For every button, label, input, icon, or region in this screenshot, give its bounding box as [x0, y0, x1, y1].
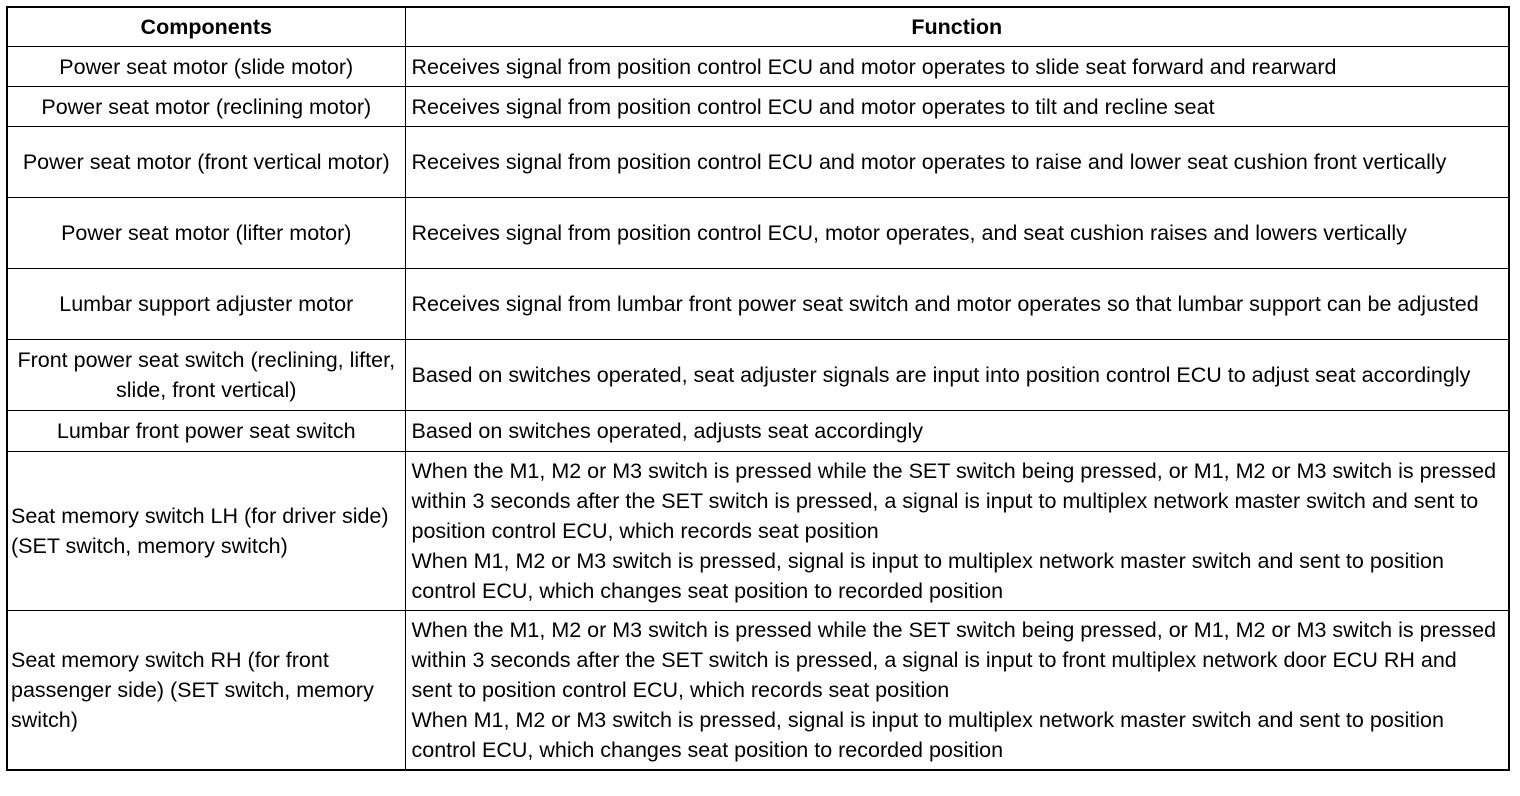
function-cell — [405, 198, 1509, 269]
component-cell: Power seat motor (lifter motor) — [7, 198, 405, 269]
component-cell: Seat memory switch RH (for front passenger side) (SET switch, memory switch) — [7, 611, 405, 771]
function-text: When M1, M2 or M3 switch is pressed, signal is input to multiplex network master switch and sent to position control ECU, which changes seat position to recorded position — [411, 549, 1444, 603]
function-text: Based on switches operated, seat adjuster signals are input into position control ECU to adjust seat accordingly — [411, 363, 1471, 387]
component-cell: Seat memory switch LH (for driver side) (SET switch, memory switch) — [7, 452, 405, 611]
components-function-table — [6, 6, 1510, 771]
table-row — [7, 452, 1509, 611]
function-text: Receives signal from position control ECU and motor operates to slide seat forward and rearward — [411, 54, 1337, 79]
table-row — [7, 411, 1509, 452]
function-cell — [405, 340, 1509, 411]
function-cell — [405, 269, 1509, 340]
header-function: Function — [405, 7, 1509, 47]
function-cell — [405, 611, 1509, 771]
function-cell — [405, 47, 1509, 87]
table-row — [7, 340, 1509, 411]
function-text: Receives signal from position control ECU and motor operates to tilt and recline seat — [411, 94, 1215, 119]
table-row — [7, 611, 1509, 771]
table-row — [7, 127, 1509, 198]
component-cell: Power seat motor (slide motor) — [7, 47, 405, 87]
header-components: Components — [7, 7, 405, 47]
function-cell — [405, 87, 1509, 127]
component-cell: Power seat motor (front vertical motor) — [7, 127, 405, 198]
component-cell: Lumbar front power seat switch — [7, 411, 405, 452]
function-text: When the M1, M2 or M3 switch is pressed while the SET switch being pressed, or M1, M2 or M3 switch is pressed within 3 seconds after the SET switch is pressed, a signal is input to front multiplex network door ECU RH and sent to position control ECU, which records seat position — [411, 618, 1497, 702]
table-row — [7, 47, 1509, 87]
component-cell: Power seat motor (reclining motor) — [7, 87, 405, 127]
function-text: When M1, M2 or M3 switch is pressed, signal is input to multiplex network master switch and sent to position control ECU, which changes seat position to recorded position — [411, 708, 1444, 762]
function-cell — [405, 411, 1509, 452]
header-row — [7, 7, 1509, 47]
function-text: Based on switches operated, adjusts seat accordingly — [411, 419, 924, 443]
components-function-table-wrapper — [6, 6, 1508, 771]
table-row — [7, 87, 1509, 127]
component-cell: Lumbar support adjuster motor — [7, 269, 405, 340]
function-text: Receives signal from lumbar front power seat switch and motor operates so that lumbar support can be adjusted — [411, 292, 1479, 316]
function-cell — [405, 452, 1509, 611]
component-cell: Front power seat switch (reclining, lifter, slide, front vertical) — [7, 340, 405, 411]
function-text: When the M1, M2 or M3 switch is pressed while the SET switch being pressed, or M1, M2 or M3 switch is pressed within 3 seconds after the SET switch is pressed, a signal is input to multiplex network master switch and sent to position control ECU, which records seat position — [411, 459, 1497, 543]
function-cell — [405, 127, 1509, 198]
table-row — [7, 198, 1509, 269]
table-row — [7, 269, 1509, 340]
function-text: Receives signal from position control ECU and motor operates to raise and lower seat cushion front vertically — [411, 150, 1447, 174]
function-text: Receives signal from position control ECU, motor operates, and seat cushion raises and lowers vertically — [411, 221, 1407, 245]
